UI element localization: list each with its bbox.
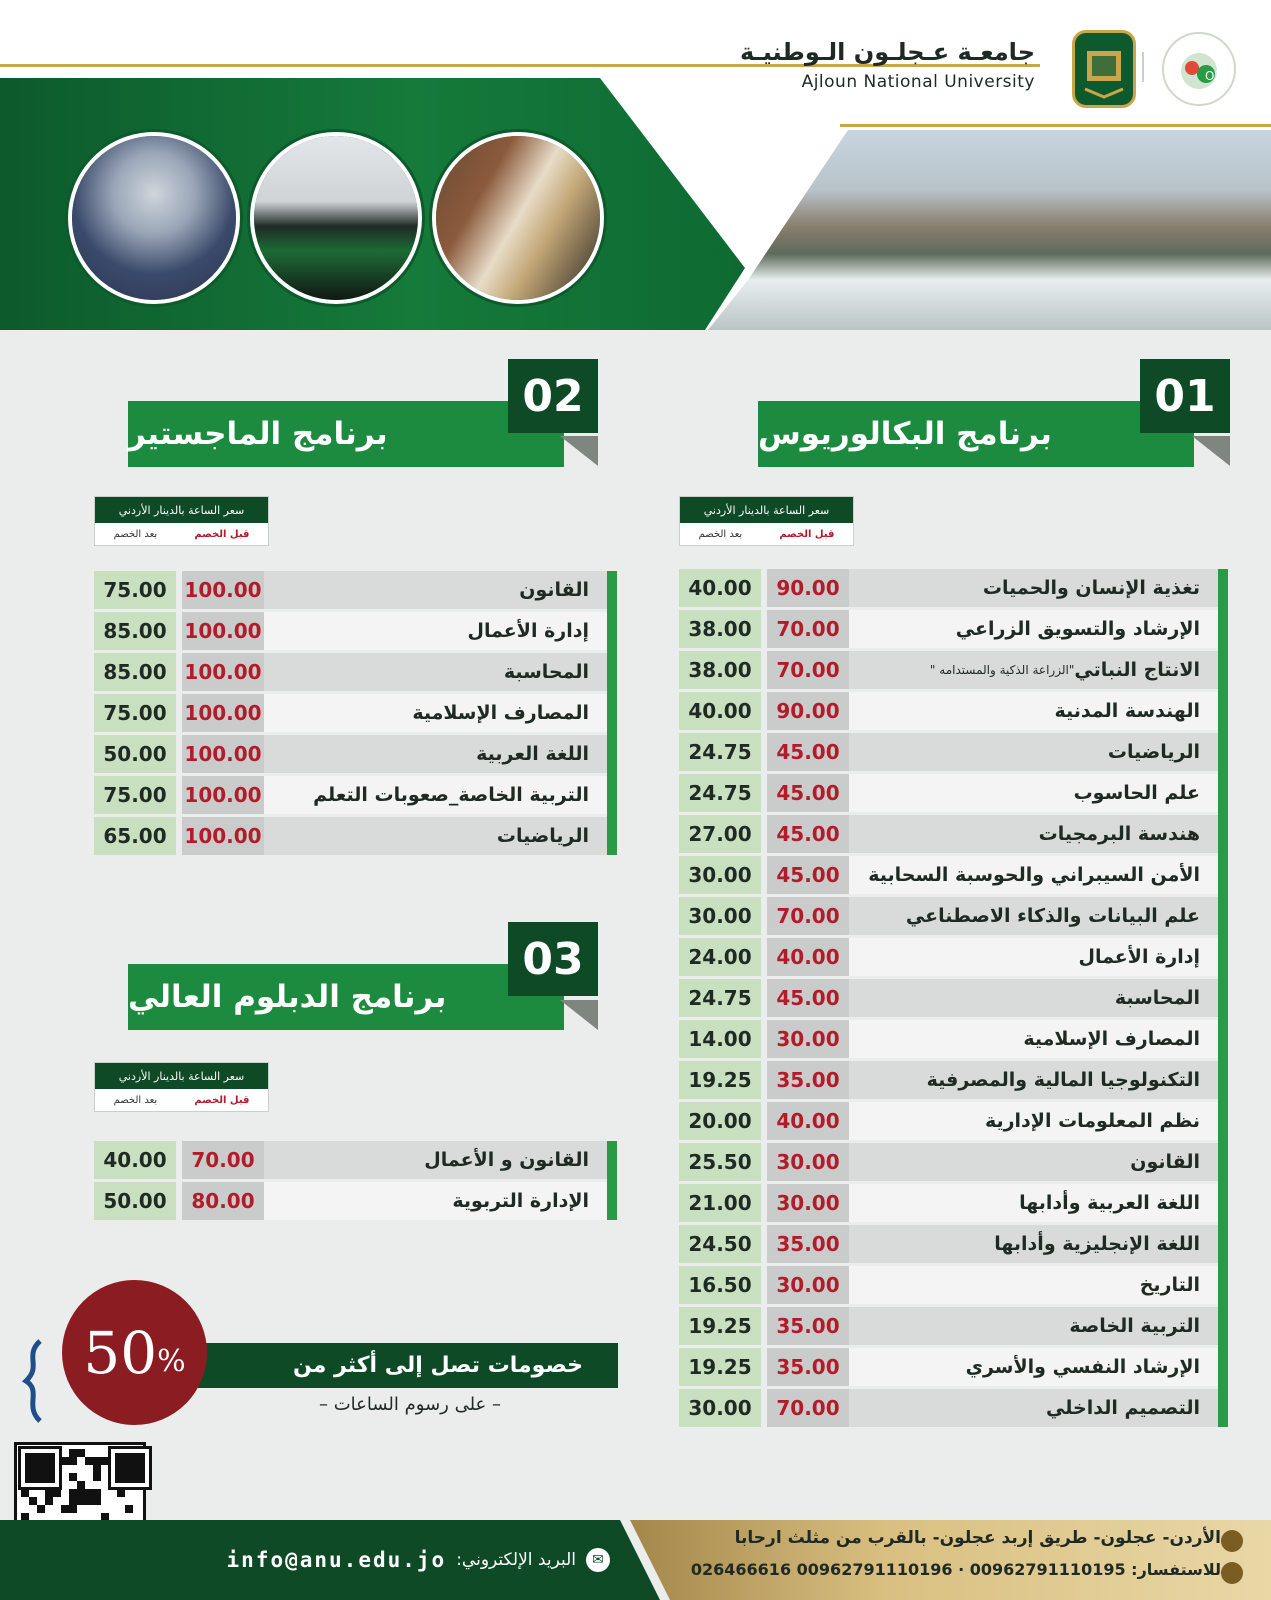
discount-number: 50 xyxy=(83,1318,158,1387)
price-before-discount: 70.00 xyxy=(767,651,849,689)
qr-finder xyxy=(21,1449,59,1487)
program-name xyxy=(849,979,1218,1017)
qr-module xyxy=(93,1489,101,1497)
program-name xyxy=(849,774,1218,812)
table-row xyxy=(679,856,1218,894)
qr-module xyxy=(77,1489,85,1497)
discount-badge xyxy=(62,1280,207,1425)
price-after-discount: 30.00 xyxy=(679,897,761,935)
price-before-discount: 100.00 xyxy=(182,735,264,773)
price-after-discount: 24.75 xyxy=(679,979,761,1017)
price-after-discount: 40.00 xyxy=(679,692,761,730)
program-name-text: المصارف الإسلامية xyxy=(412,702,589,724)
university-crest-icon xyxy=(1072,30,1136,108)
program-name xyxy=(849,1266,1218,1304)
qr-finder xyxy=(111,1449,149,1487)
qr-module xyxy=(93,1457,101,1465)
price-before-discount: 45.00 xyxy=(767,774,849,812)
price-after-discount: 24.50 xyxy=(679,1225,761,1263)
price-before-discount: 40.00 xyxy=(767,938,849,976)
program-name xyxy=(264,694,607,732)
legend-title: سعر الساعة بالدينار الأردني xyxy=(95,1063,268,1089)
bachelor-header xyxy=(758,401,1194,467)
photo-auditorium xyxy=(68,132,240,304)
master-header-fold xyxy=(560,436,598,466)
program-name xyxy=(849,569,1218,607)
qr-module xyxy=(45,1489,53,1497)
table-row xyxy=(679,651,1218,689)
price-before-discount: 35.00 xyxy=(767,1348,849,1386)
price-before-discount: 90.00 xyxy=(767,569,849,607)
program-name-text: تغذية الإنسان والحميات xyxy=(982,577,1200,599)
program-name-text: القانون xyxy=(519,579,589,601)
legend-after: بعد الخصم xyxy=(698,528,743,540)
price-before-discount: 45.00 xyxy=(767,856,849,894)
qr-module xyxy=(101,1457,109,1465)
qr-module xyxy=(21,1513,29,1521)
program-name xyxy=(849,1102,1218,1140)
price-after-discount: 50.00 xyxy=(94,735,176,773)
program-name xyxy=(849,651,1218,689)
price-before-discount: 30.00 xyxy=(767,1184,849,1222)
program-name xyxy=(849,610,1218,648)
price-after-discount: 38.00 xyxy=(679,651,761,689)
price-after-discount: 30.00 xyxy=(679,856,761,894)
qr-module xyxy=(85,1457,93,1465)
program-name xyxy=(849,1143,1218,1181)
price-after-discount: 27.00 xyxy=(679,815,761,853)
photo-reading-student xyxy=(432,132,604,304)
email-label: البريد الإلكتروني: xyxy=(456,1550,576,1570)
master-title: برنامج الماجستير xyxy=(128,416,388,452)
program-name-text: الإدارة التربوية xyxy=(452,1190,589,1212)
legend-before: قبل الخصم xyxy=(194,528,250,540)
price-before-discount: 45.00 xyxy=(767,979,849,1017)
diploma-price-legend xyxy=(94,1062,269,1112)
program-name-text: الأمن السيبراني والحوسبة السحابية xyxy=(868,864,1200,886)
price-before-discount: 90.00 xyxy=(767,692,849,730)
qr-module xyxy=(77,1481,85,1489)
table-row xyxy=(679,1225,1218,1263)
program-name-text: التربية الخاصة xyxy=(1069,1315,1200,1337)
program-name-text: التصميم الداخلي xyxy=(1046,1397,1200,1419)
table-row xyxy=(679,774,1218,812)
diploma-number: 03 xyxy=(508,922,598,996)
university-name-ar: جامعـة عـجلـون الـوطنيـة xyxy=(739,38,1035,66)
qr-module xyxy=(53,1489,61,1497)
price-after-discount: 85.00 xyxy=(94,612,176,650)
photo-graduates xyxy=(250,132,422,304)
program-name-text: المصارف الإسلامية xyxy=(1023,1028,1200,1050)
bachelor-title: برنامج البكالوريوس xyxy=(758,416,1052,452)
diploma-title: برنامج الدبلوم العالي xyxy=(128,979,447,1015)
table-row xyxy=(679,815,1218,853)
program-name-text: اللغة العربية xyxy=(476,743,589,765)
qr-module xyxy=(69,1497,77,1505)
o2-partner-logo-icon xyxy=(1162,32,1236,106)
program-name xyxy=(849,815,1218,853)
program-name-text: الرياضيات xyxy=(496,825,589,847)
diploma-header-fold xyxy=(560,1000,598,1030)
qr-module xyxy=(69,1505,77,1513)
price-before-discount: 45.00 xyxy=(767,815,849,853)
qr-module xyxy=(61,1457,69,1465)
footer-phones[interactable]: للاستفسار: 00962791110195 · 00962791110196 026466616 xyxy=(690,1560,1221,1579)
price-before-discount: 40.00 xyxy=(767,1102,849,1140)
master-price-legend xyxy=(94,496,269,546)
program-name-text: اللغة الإنجليزية وأدابها xyxy=(994,1233,1200,1255)
program-name-text: الإرشاد والتسويق الزراعي xyxy=(955,618,1200,640)
table-row xyxy=(94,1182,607,1220)
table-row xyxy=(94,817,607,855)
price-after-discount: 16.50 xyxy=(679,1266,761,1304)
price-after-discount: 85.00 xyxy=(94,653,176,691)
price-after-discount: 21.00 xyxy=(679,1184,761,1222)
price-before-discount: 30.00 xyxy=(767,1020,849,1058)
table-row xyxy=(94,776,607,814)
program-name xyxy=(264,653,607,691)
phone-icon xyxy=(1221,1562,1243,1584)
legend-before: قبل الخصم xyxy=(194,1094,250,1106)
qr-module xyxy=(77,1497,85,1505)
program-name-text: علم الحاسوب xyxy=(1073,782,1200,804)
email-link[interactable]: info@anu.edu.jo xyxy=(226,1548,447,1572)
price-before-discount: 35.00 xyxy=(767,1307,849,1345)
program-name-text: علم البيانات والذكاء الاصطناعي xyxy=(905,905,1200,927)
logo-divider xyxy=(1142,52,1144,82)
master-table-accent-bar xyxy=(607,571,617,855)
program-name-text: الهندسة المدنية xyxy=(1054,700,1200,722)
qr-module xyxy=(93,1497,101,1505)
price-before-discount: 100.00 xyxy=(182,612,264,650)
price-before-discount: 100.00 xyxy=(182,694,264,732)
price-after-discount: 30.00 xyxy=(679,1389,761,1427)
qr-module xyxy=(45,1497,53,1505)
price-after-discount: 50.00 xyxy=(94,1182,176,1220)
price-before-discount: 100.00 xyxy=(182,817,264,855)
qr-module xyxy=(85,1497,93,1505)
qr-module xyxy=(69,1473,77,1481)
qr-module xyxy=(77,1449,85,1457)
qr-module xyxy=(93,1465,101,1473)
program-name xyxy=(849,1389,1218,1427)
program-name xyxy=(849,1225,1218,1263)
price-before-discount: 70.00 xyxy=(767,897,849,935)
program-name xyxy=(264,612,607,650)
table-row xyxy=(679,1143,1218,1181)
bachelor-header-fold xyxy=(1192,436,1230,466)
price-before-discount: 70.00 xyxy=(767,610,849,648)
program-name xyxy=(849,1348,1218,1386)
qr-module xyxy=(69,1489,77,1497)
discount-subtext: – على رسوم الساعات – xyxy=(318,1394,501,1415)
mail-icon: ✉ xyxy=(586,1548,610,1572)
price-after-discount: 14.00 xyxy=(679,1020,761,1058)
program-name-text: الإرشاد النفسي والأسري xyxy=(965,1356,1200,1378)
program-name xyxy=(849,733,1218,771)
footer-address: الأردن- عجلون- طريق إربد عجلون- بالقرب من مثلث ارحابا xyxy=(734,1528,1221,1548)
legend-after: بعد الخصم xyxy=(113,528,158,540)
program-name-text: اللغة العربية وأدابها xyxy=(1019,1192,1200,1214)
table-row xyxy=(679,1184,1218,1222)
table-row xyxy=(94,1141,607,1179)
price-after-discount: 24.75 xyxy=(679,733,761,771)
price-after-discount: 19.25 xyxy=(679,1348,761,1386)
bachelor-number: 01 xyxy=(1140,359,1230,433)
price-after-discount: 65.00 xyxy=(94,817,176,855)
qr-module xyxy=(21,1489,29,1497)
qr-module xyxy=(37,1505,45,1513)
qr-module xyxy=(93,1473,101,1481)
price-before-discount: 30.00 xyxy=(767,1266,849,1304)
svg-text:O2: O2 xyxy=(1205,69,1223,83)
program-name-text: التاريخ xyxy=(1139,1274,1200,1296)
table-row xyxy=(679,569,1218,607)
program-name-text: المحاسبة xyxy=(1114,987,1200,1009)
master-header xyxy=(128,401,564,467)
program-name xyxy=(849,1020,1218,1058)
program-name-text: التكنولوجيا المالية والمصرفية xyxy=(926,1069,1200,1091)
diploma-header xyxy=(128,964,564,1030)
legend-before: قبل الخصم xyxy=(779,528,835,540)
program-name xyxy=(264,1182,607,1220)
program-name-text: هندسة البرمجيات xyxy=(1038,823,1200,845)
program-name xyxy=(849,1184,1218,1222)
table-row xyxy=(679,610,1218,648)
table-row xyxy=(679,1348,1218,1386)
price-after-discount: 20.00 xyxy=(679,1102,761,1140)
program-name xyxy=(264,776,607,814)
qr-module xyxy=(125,1505,133,1513)
university-name-en: Ajloun National University xyxy=(801,72,1035,92)
program-name xyxy=(849,1307,1218,1345)
table-row xyxy=(679,1389,1218,1427)
table-row xyxy=(679,979,1218,1017)
decorative-swirl-icon xyxy=(20,1336,46,1426)
bachelor-table-accent-bar xyxy=(1218,569,1228,1427)
diploma-table-accent-bar xyxy=(607,1141,617,1220)
program-name-text: الانتاج النباتي xyxy=(1074,659,1200,681)
table-row xyxy=(679,1061,1218,1099)
program-name xyxy=(849,692,1218,730)
master-number: 02 xyxy=(508,359,598,433)
table-row xyxy=(94,735,607,773)
program-name-text: إدارة الأعمال xyxy=(1078,946,1200,968)
qr-module xyxy=(101,1513,109,1521)
table-row xyxy=(679,692,1218,730)
price-before-discount: 30.00 xyxy=(767,1143,849,1181)
table-row xyxy=(679,1307,1218,1345)
program-name-text: التربية الخاصة_صعوبات التعلم xyxy=(313,784,589,806)
price-after-discount: 75.00 xyxy=(94,694,176,732)
program-name xyxy=(264,735,607,773)
program-name xyxy=(849,856,1218,894)
discount-percent-sign: % xyxy=(157,1344,186,1379)
program-name xyxy=(849,897,1218,935)
price-after-discount: 19.25 xyxy=(679,1307,761,1345)
location-pin-icon xyxy=(1221,1530,1243,1552)
program-name xyxy=(849,1061,1218,1099)
qr-module xyxy=(117,1489,125,1497)
qr-module xyxy=(61,1505,69,1513)
table-row xyxy=(94,653,607,691)
program-name xyxy=(264,817,607,855)
table-row xyxy=(679,1102,1218,1140)
discount-text: خصومات تصل إلى أكثر من xyxy=(293,1353,584,1378)
table-row xyxy=(679,1266,1218,1304)
price-after-discount: 40.00 xyxy=(94,1141,176,1179)
price-before-discount: 80.00 xyxy=(182,1182,264,1220)
legend-title: سعر الساعة بالدينار الأردني xyxy=(680,497,853,523)
table-row xyxy=(94,694,607,732)
qr-module xyxy=(29,1497,37,1505)
price-after-discount: 25.50 xyxy=(679,1143,761,1181)
discount-banner xyxy=(198,1343,618,1388)
price-after-discount: 24.75 xyxy=(679,774,761,812)
table-row xyxy=(94,612,607,650)
price-before-discount: 100.00 xyxy=(182,776,264,814)
qr-module xyxy=(69,1449,77,1457)
program-name xyxy=(264,1141,607,1179)
price-before-discount: 100.00 xyxy=(182,653,264,691)
campus-gold-line xyxy=(840,124,1271,127)
price-before-discount: 35.00 xyxy=(767,1225,849,1263)
program-name-text: المحاسبة xyxy=(503,661,589,683)
program-name-text: نظم المعلومات الإدارية xyxy=(984,1110,1200,1132)
legend-title: سعر الساعة بالدينار الأردني xyxy=(95,497,268,523)
price-before-discount: 100.00 xyxy=(182,571,264,609)
legend-after: بعد الخصم xyxy=(113,1094,158,1106)
program-name xyxy=(849,938,1218,976)
price-before-discount: 70.00 xyxy=(182,1141,264,1179)
price-after-discount: 75.00 xyxy=(94,776,176,814)
program-name xyxy=(264,571,607,609)
price-after-discount: 75.00 xyxy=(94,571,176,609)
price-before-discount: 70.00 xyxy=(767,1389,849,1427)
table-row xyxy=(94,571,607,609)
price-after-discount: 24.00 xyxy=(679,938,761,976)
qr-module xyxy=(85,1489,93,1497)
program-name-text: الرياضيات xyxy=(1107,741,1200,763)
price-after-discount: 38.00 xyxy=(679,610,761,648)
price-before-discount: 45.00 xyxy=(767,733,849,771)
footer-email xyxy=(160,1545,610,1575)
bachelor-price-legend xyxy=(679,496,854,546)
table-row xyxy=(679,1020,1218,1058)
price-before-discount: 35.00 xyxy=(767,1061,849,1099)
program-note: "الزراعة الذكية والمستدامه " xyxy=(929,663,1075,677)
table-row xyxy=(679,938,1218,976)
program-name-text: إدارة الأعمال xyxy=(467,620,589,642)
price-after-discount: 40.00 xyxy=(679,569,761,607)
price-after-discount: 19.25 xyxy=(679,1061,761,1099)
program-name-text: القانون و الأعمال xyxy=(424,1149,589,1171)
table-row xyxy=(679,897,1218,935)
table-row xyxy=(679,733,1218,771)
program-name-text: القانون xyxy=(1130,1151,1200,1173)
qr-module xyxy=(69,1457,77,1465)
